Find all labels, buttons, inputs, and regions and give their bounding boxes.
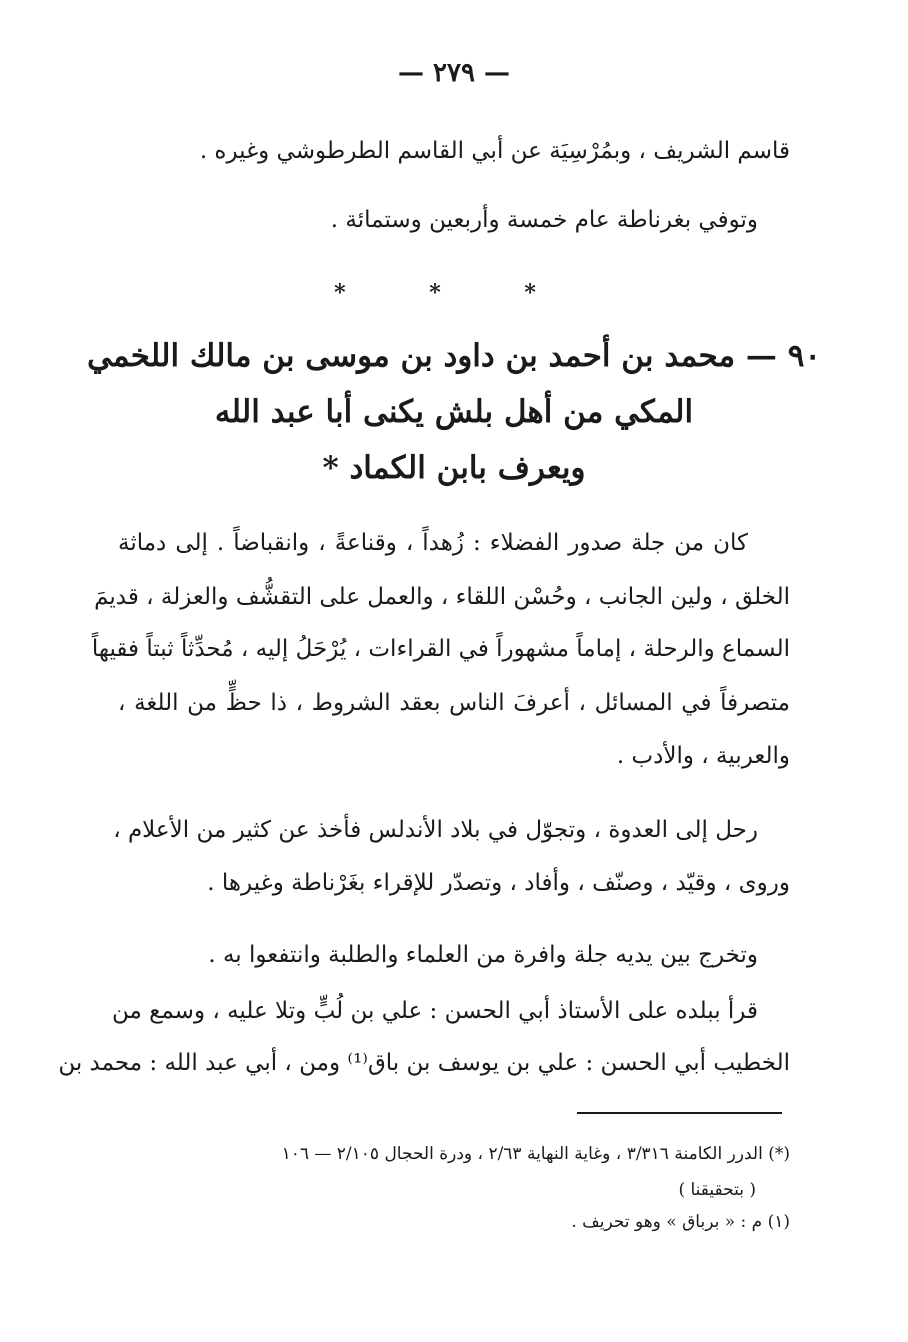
text-line: وتوفي بغرناطة عام خمسة وأربعين وستمائة . [330,207,758,233]
footnote-divider [577,1112,782,1114]
entry-heading-line: ٩٠ — محمد بن أحمد بن داود بن موسى بن مالك اللخمي [86,338,822,374]
paragraph-line: الخطيب أبي الحسن : علي بن يوسف بن باق⁽¹⁾ ومن ، أبي عبد الله : محمد بن [58,1050,790,1076]
paragraph-line: رحل إلى العدوة ، وتجوّل في بلاد الأندلس فأخذ عن كثير من الأعلام ، [113,817,758,843]
paragraph-line: والعربية ، والأدب . [616,743,790,769]
paragraph-line: كان من جلة صدور الفضلاء : زُهداً ، وقناعةً ، وانقباضاً . إلى دماثة [118,530,748,556]
footnote-line: (*) الدرر الكامنة ٣/٣١٦ ، وغاية النهاية ٢/٦٣ ، ودرة الحجال ٢/١٠٥ — ١٠٦ [281,1144,790,1164]
paragraph-line: متصرفاً في المسائل ، أعرفَ الناس بعقد الشروط ، ذا حظٍّ من اللغة ، [118,690,790,716]
page-number: — ٢٧٩ — [397,58,511,88]
paragraph-line: الخلق ، ولين الجانب ، وحُسْن اللقاء ، والعمل على التقشُّف والعزلة ، قديمَ [94,584,790,610]
paragraph-line: وروى ، وقيّد ، وصنّف ، وأفاد ، وتصدّر للإقراء بغَرْناطة وغيرها . [207,870,790,896]
footnote-line: ( بتحقيقنا ) [678,1180,756,1200]
paragraph-line: السماع والرحلة ، إماماً مشهوراً في القراءات ، يُرْحَلُ إليه ، مُحدِّثاً ثبتاً فقيهاً [91,636,790,662]
text-line: قاسم الشريف ، وبمُرْسِيَة عن أبي القاسم الطرطوشي وغيره . [199,138,790,164]
entry-heading-line: ويعرف بابن الكماد * [322,450,586,486]
section-separator: * * * [334,280,574,306]
paragraph-line: وتخرج بين يديه جلة وافرة من العلماء والطلبة وانتفعوا به . [208,942,758,968]
footnote-line: (١) م : « برباق » وهو تحريف . [571,1212,790,1232]
paragraph-line: قرأ ببلده على الأستاذ أبي الحسن : علي بن لُبٍّ وتلا عليه ، وسمع من [112,998,758,1024]
entry-heading-line: المكي من أهل بلش يكنى أبا عبد الله [214,394,694,430]
